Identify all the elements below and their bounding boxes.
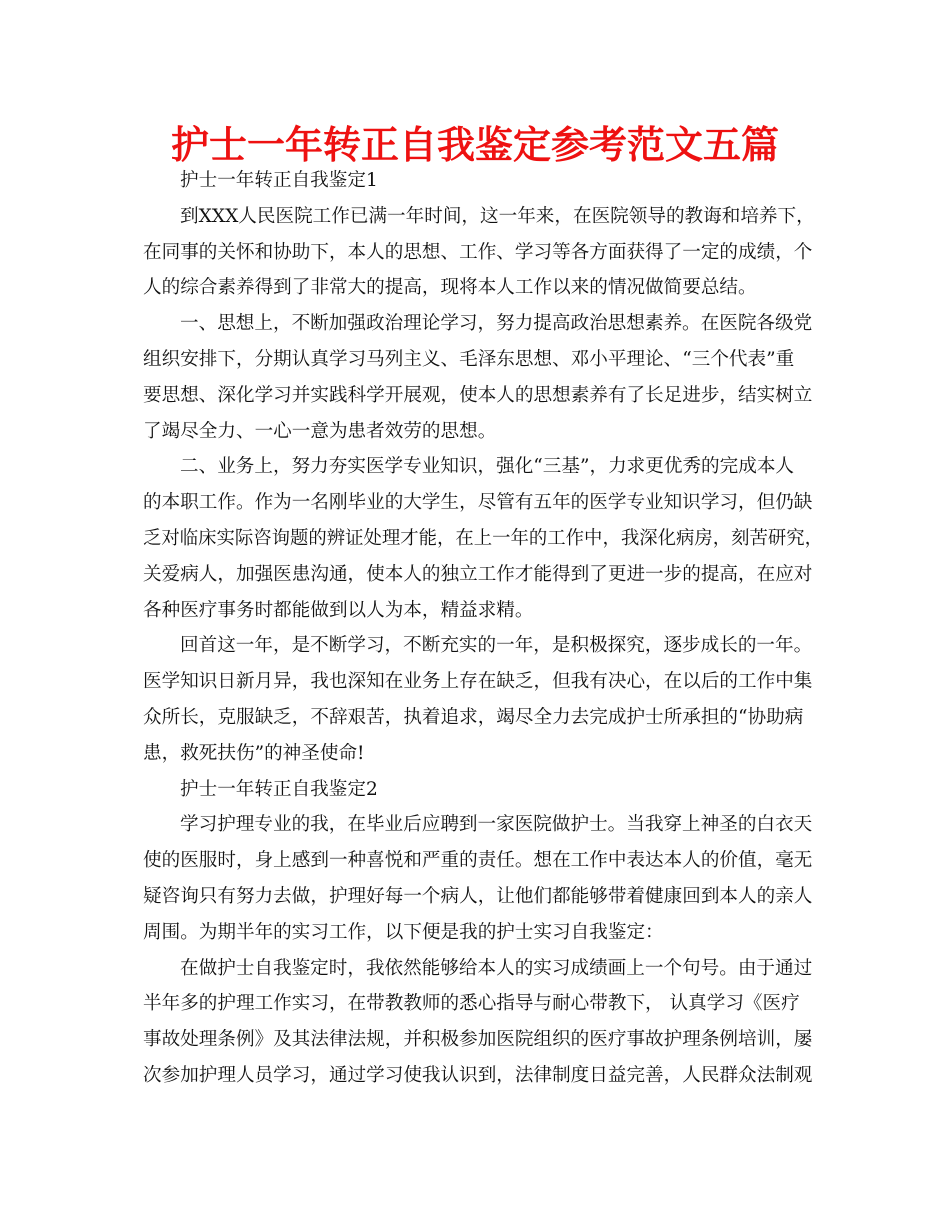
text-line: 半年多的护理工作实习，在带教教师的悉心指导与耐心带教下， 认真学习《医疗 [143, 993, 800, 1015]
text-line: 患，救死扶伤”的神圣使命! [143, 742, 365, 764]
document-title: 护士一年转正自我鉴定参考范文五篇 [170, 123, 779, 167]
text-line: 关爱病人，加强医患沟通，使本人的独立工作才能得到了更进一步的提高，在应对 [143, 563, 813, 585]
text-line: 二、业务上，努力夯实医学专业知识，强化“三基”，力求更优秀的完成本人 [180, 456, 795, 478]
text-line: 回首这一年，是不断学习，不断充实的一年，是积极探究，逐步成长的一年。 [180, 635, 813, 657]
text-line: 组织安排下，分期认真学习马列主义、毛泽东思想、邓小平理论、“三个代表”重 [143, 348, 795, 370]
text-line: 周围。为期半年的实习工作，以下便是我的护士实习自我鉴定： [143, 921, 664, 943]
text-line: 学习护理专业的我，在毕业后应聘到一家医院做护士。当我穿上神圣的白衣天 [180, 814, 813, 836]
text-line: 众所长，克服缺乏，不辞艰苦，执着追求，竭尽全力去完成护士所承担的“协助病 [143, 706, 804, 728]
text-line: 到XXX人民医院工作已满一年时间，这一年来，在医院领导的教诲和培养下， [180, 205, 815, 227]
text-line: 了竭尽全力、一心一意为患者效劳的思想。 [143, 420, 497, 442]
text-line: 疑咨询只有努力去做，护理好每一个病人，让他们都能够带着健康回到本人的亲人 [143, 885, 813, 907]
text-line: 人的综合素养得到了非常大的提高，现将本人工作以来的情况做简要总结。 [143, 277, 757, 299]
text-line: 次参加护理人员学习，通过学习使我认识到，法律制度日益完善，人民群众法制观 [143, 1064, 813, 1086]
text-line: 医学知识日新月异，我也深知在业务上存在缺乏，但我有决心，在以后的工作中集 [143, 671, 813, 693]
text-line: 一、思想上，不断加强政治理论学习，努力提高政治思想素养。在医院各级党 [180, 313, 813, 335]
text-line: 在做护士自我鉴定时，我依然能够给本人的实习成绩画上一个句号。由于通过 [180, 957, 813, 979]
text-line: 使的医服时，身上感到一种喜悦和严重的责任。想在工作中表达本人的价值，毫无 [143, 850, 813, 872]
text-line: 在同事的关怀和协助下，本人的思想、工作、学习等各方面获得了一定的成绩，个 [143, 241, 813, 263]
text-line: 乏对临床实际咨询题的辨证处理才能，在上一年的工作中，我深化病房，刻苦研究， [143, 527, 823, 549]
text-line: 护士一年转正自我鉴定2 [180, 778, 378, 800]
text-line: 事故处理条例》及其法律法规，并积极参加医院组织的医疗事故护理条例培训，屡 [143, 1029, 813, 1051]
document-body [143, 163, 823, 1094]
text-line: 的本职工作。作为一名刚毕业的大学生，尽管有五年的医学专业知识学习，但仍缺 [143, 492, 813, 514]
text-line: 要思想、深化学习并实践科学开展观，使本人的思想素养有了长足进步，结实树立 [143, 384, 813, 406]
text-line: 护士一年转正自我鉴定1 [180, 170, 378, 191]
text-line: 各种医疗事务时都能做到以人为本，精益求精。 [143, 599, 534, 621]
